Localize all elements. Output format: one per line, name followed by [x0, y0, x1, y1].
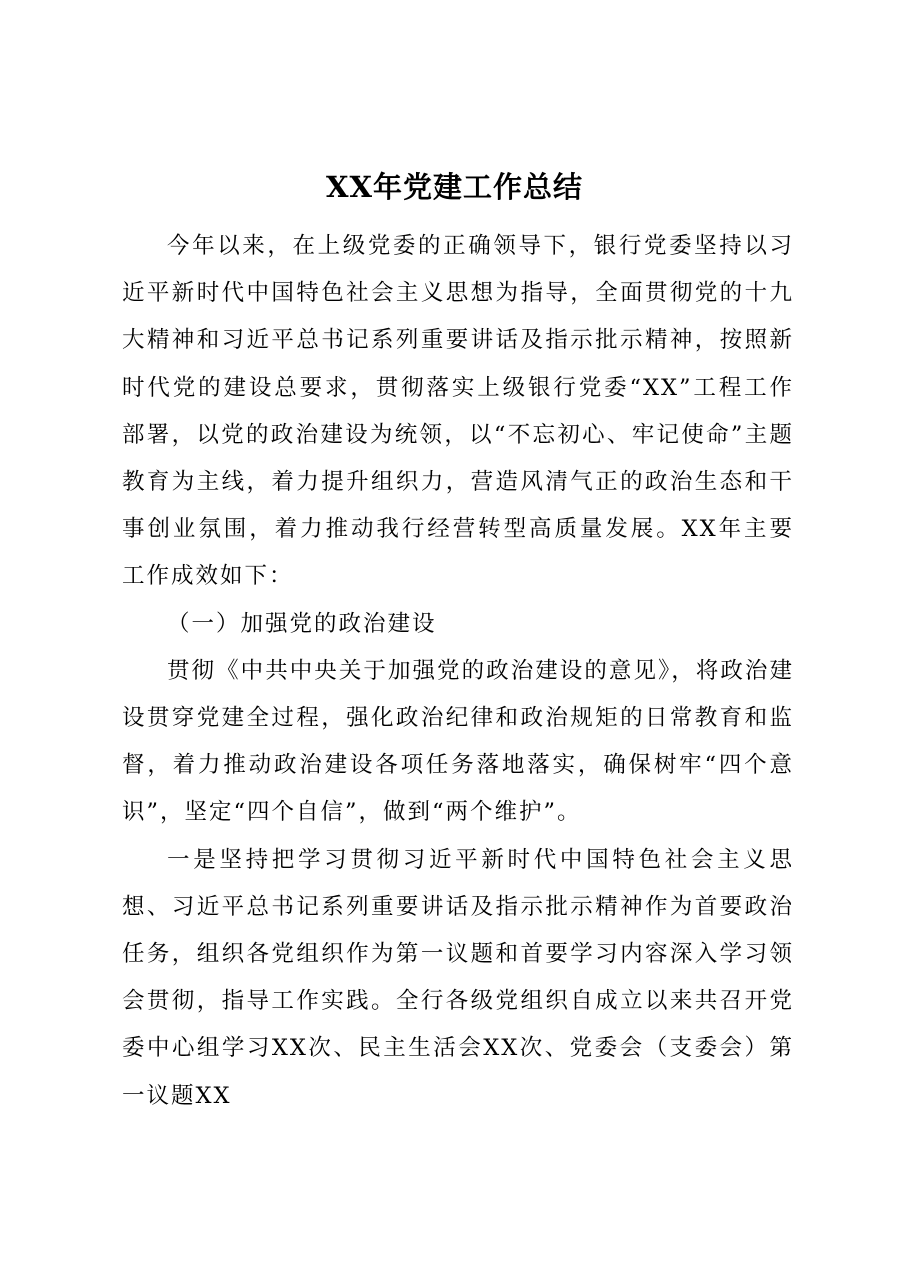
document-body — [122, 223, 794, 1120]
section-heading: （一）加强党的政治建设 — [167, 610, 437, 637]
document-title: XX年党建工作总结 — [325, 170, 583, 204]
section-paragraph: 贯彻《中共中央关于加强党的政治建设的意见》，将政治建设贯穿党建全过程，强化政治纪律和政治规矩的日常教育和监督，着力推动政治建设各项任务落地落实，确保树牢“四个意识”，坚定“四个自信”，做到“两个维护”。 — [122, 657, 794, 826]
point-one-paragraph: 一是坚持把学习贯彻习近平新时代中国特色社会主义思想、习近平总书记系列重要讲话及指示批示精神作为首要政治任务，组织各党组织作为第一议题和首要学习内容深入学习领会贯彻，指导工作实践。全行各级党组织自成立以来共召开党委中心组学习XX次、民主生活会XX次、党委会（支委会）第一议题XX — [122, 846, 794, 1109]
intro-paragraph: 今年以来，在上级党委的正确领导下，银行党委坚持以习近平新时代中国特色社会主义思想为指导，全面贯彻党的十九大精神和习近平总书记系列重要讲话及指示批示精神，按照新时代党的建设总要求，贯彻落实上级银行党委“XX”工程工作部署，以党的政治建设为统领，以“不忘初心、牢记使命”主题教育为主线，着力提升组织力，营造风清气正的政治生态和干事创业氛围，着力推动我行经营转型高质量发展。XX年主要工作成效如下： — [122, 233, 794, 590]
